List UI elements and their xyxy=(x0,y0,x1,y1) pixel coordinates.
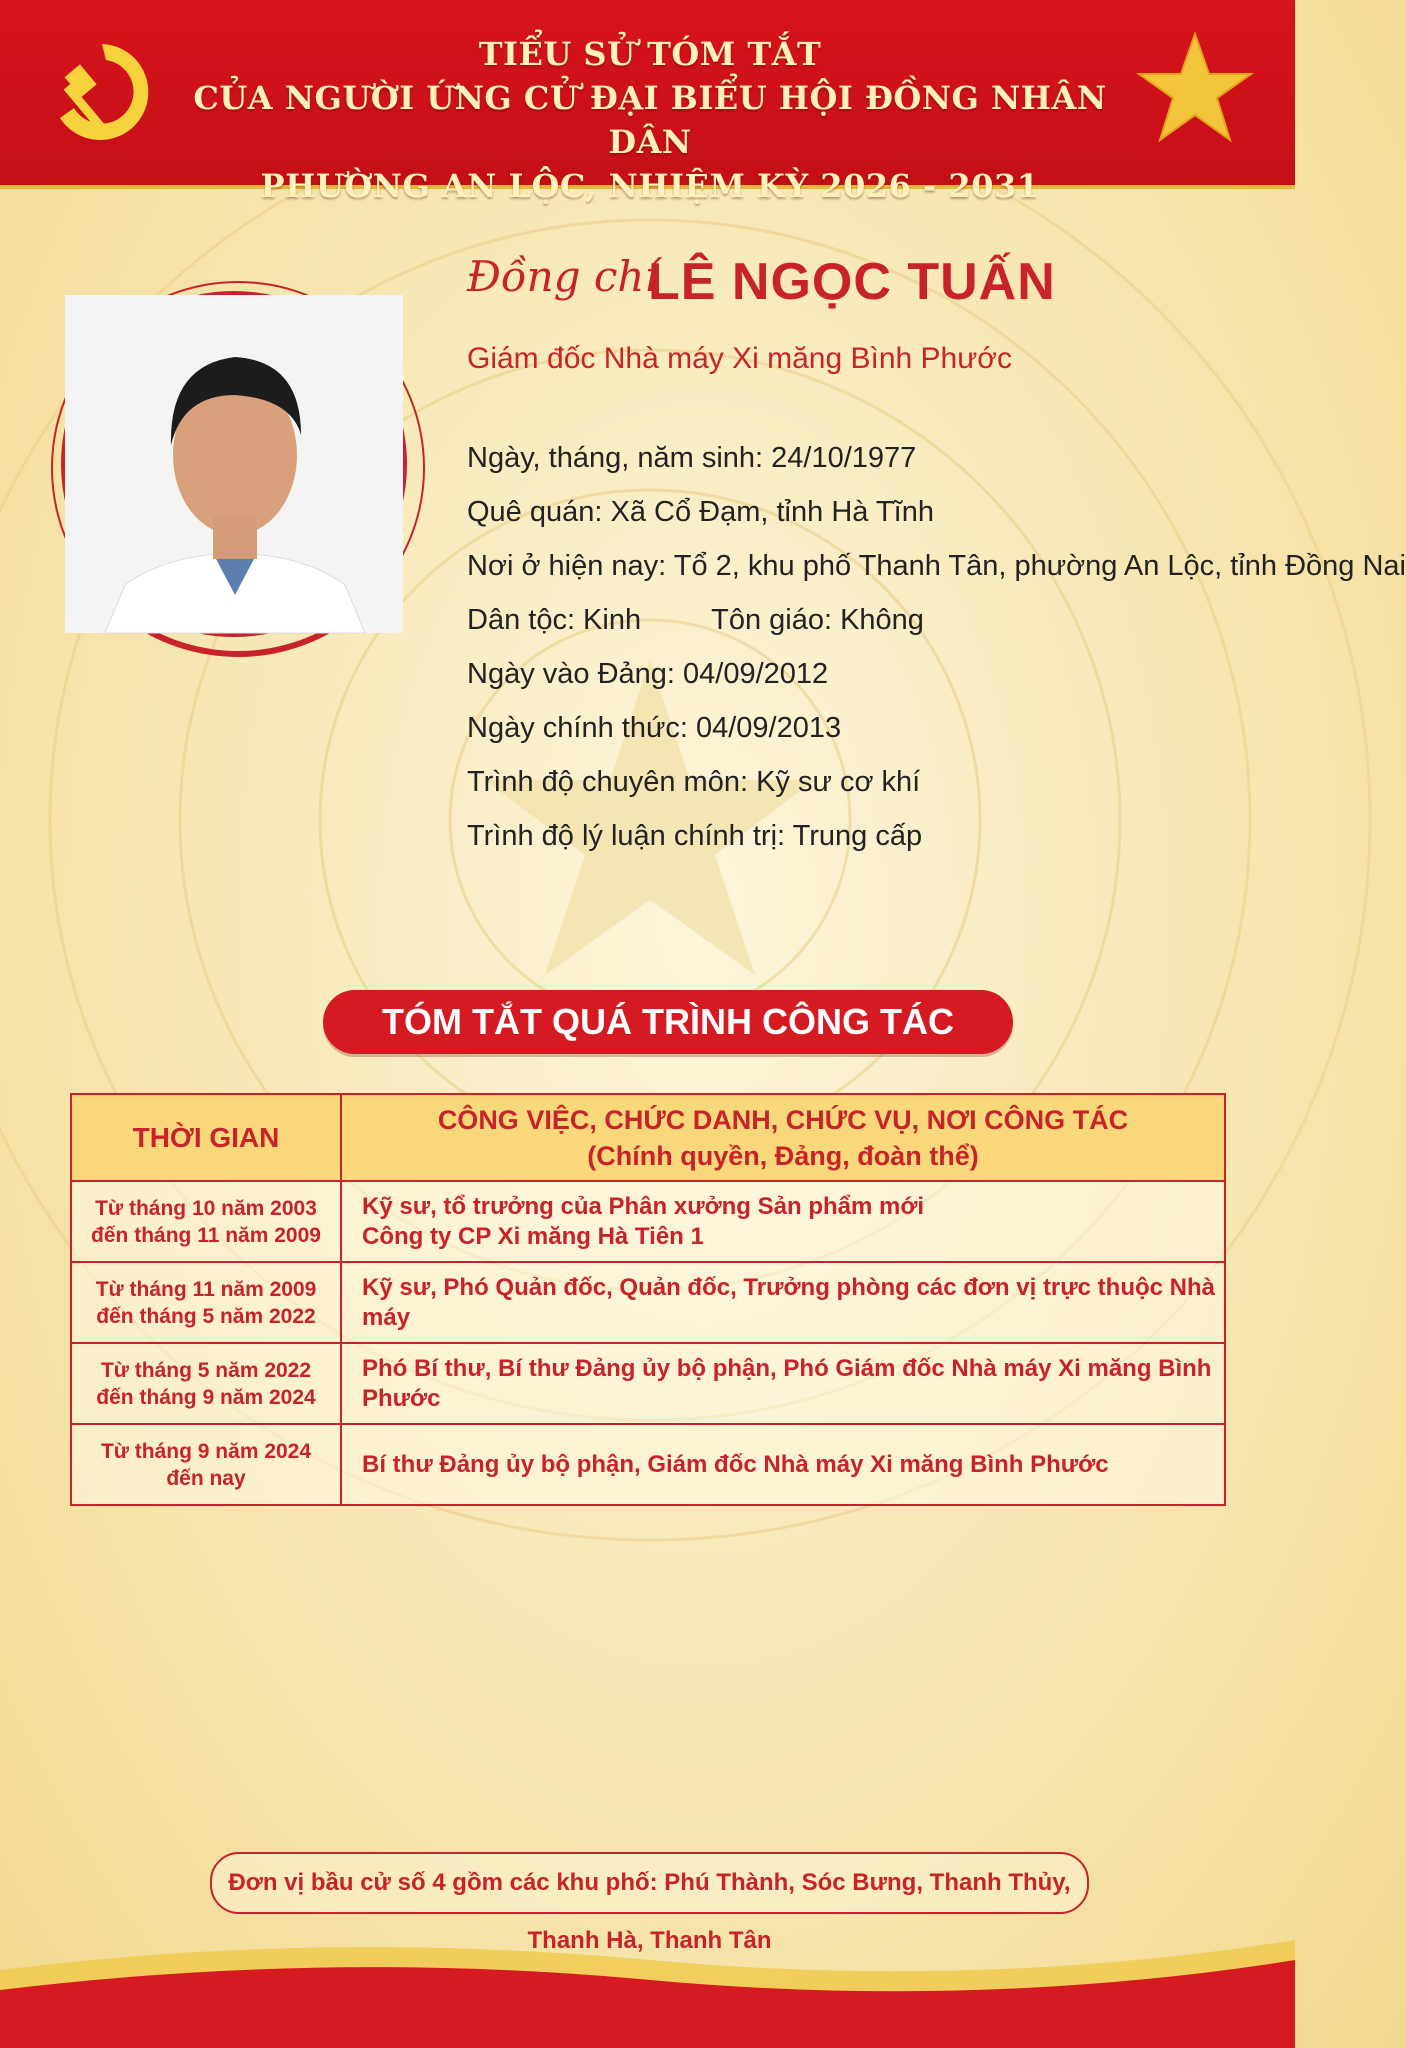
header-time: THỜI GIAN xyxy=(71,1094,341,1181)
header-banner xyxy=(0,0,1295,205)
row-time xyxy=(71,1181,341,1262)
info-ethnicity: Dân tộc: Kinh xyxy=(467,604,642,636)
header-line-1: TIỂU SỬ TÓM TẮT xyxy=(478,35,822,73)
info-religion: Tôn giáo: Không xyxy=(711,604,924,636)
row-time-from: Từ tháng 10 năm 2003 xyxy=(95,1196,317,1220)
section-title: TÓM TẮT QUÁ TRÌNH CÔNG TÁC xyxy=(323,990,1013,1054)
portrait-frame xyxy=(48,278,428,658)
header-job-line-1: CÔNG VIỆC, CHỨC DANH, CHỨC VỤ, NƠI CÔNG TÁC xyxy=(437,1104,1129,1135)
info-birth: Ngày, tháng, năm sinh: 24/10/1977 xyxy=(467,442,917,474)
row-time xyxy=(71,1262,341,1343)
footer-wave-decoration xyxy=(0,1930,1295,2048)
row-time-from: Từ tháng 9 năm 2024 xyxy=(100,1439,312,1463)
table-row xyxy=(71,1262,1225,1343)
header-line-3: PHƯỜNG AN LỘC, NHIỆM KỲ 2026 - 2031 xyxy=(260,167,1040,205)
row-time-from: Từ tháng 11 năm 2009 xyxy=(95,1277,317,1301)
header-title xyxy=(150,32,1150,208)
electoral-unit-note: Đơn vị bầu cử số 4 gồm các khu phố: Phú Thành, Sóc Bưng, Thanh Thủy, Thanh Hà, Thanh Tân xyxy=(210,1852,1089,1914)
header-line-2: CỦA NGƯỜI ỨNG CỬ ĐẠI BIỂU HỘI ĐỒNG NHÂN DÂN xyxy=(193,79,1107,161)
honorific: Đồng chí xyxy=(467,252,658,301)
work-history-table xyxy=(70,1093,1226,1506)
row-time xyxy=(71,1424,341,1505)
row-job-line-1: Bí thư Đảng ủy bộ phận, Giám đốc Nhà máy Xi măng Bình Phước xyxy=(362,1450,1109,1478)
row-time-to: đến tháng 9 năm 2024 xyxy=(96,1385,316,1409)
info-party-join: Ngày vào Đảng: 04/09/2012 xyxy=(467,658,829,690)
portrait-photo xyxy=(61,291,407,637)
row-job xyxy=(341,1424,1225,1505)
table-row xyxy=(71,1424,1225,1505)
row-time-from: Từ tháng 5 năm 2022 xyxy=(100,1358,312,1382)
info-expertise: Trình độ chuyên môn: Kỹ sư cơ khí xyxy=(467,766,921,798)
row-time-to: đến tháng 5 năm 2022 xyxy=(96,1304,316,1328)
info-political-theory: Trình độ lý luận chính trị: Trung cấp xyxy=(467,820,923,852)
row-time-to: đến tháng 11 năm 2009 xyxy=(91,1223,321,1247)
row-job-line-1: Phó Bí thư, Bí thư Đảng ủy bộ phận, Phó Giám đốc Nhà máy Xi măng Bình Phước xyxy=(362,1354,1212,1412)
info-residence: Nơi ở hiện nay: Tổ 2, khu phố Thanh Tân, phường An Lộc, tỉnh Đồng Nai xyxy=(467,550,1406,582)
info-ethnicity-religion xyxy=(467,600,1406,654)
person-silhouette xyxy=(65,295,403,633)
table-row xyxy=(71,1181,1225,1262)
row-job-line-2: Công ty CP Xi măng Hà Tiên 1 xyxy=(362,1222,704,1250)
row-job-line-1: Kỹ sư, Phó Quản đốc, Quản đốc, Trưởng phòng các đơn vị trực thuộc Nhà máy xyxy=(362,1273,1215,1331)
personal-info xyxy=(467,438,1406,870)
gold-star-icon xyxy=(1135,28,1255,148)
row-time xyxy=(71,1343,341,1424)
table-row xyxy=(71,1343,1225,1424)
header-job-line-2: (Chính quyền, Đảng, đoàn thể) xyxy=(587,1140,979,1171)
header-job xyxy=(341,1094,1225,1181)
row-job xyxy=(341,1343,1225,1424)
candidate-position: Giám đốc Nhà máy Xi măng Bình Phước xyxy=(467,342,1012,375)
row-job xyxy=(341,1262,1225,1343)
table-header-row xyxy=(71,1094,1225,1181)
info-party-official: Ngày chính thức: 04/09/2013 xyxy=(467,712,842,744)
candidate-name: LÊ NGỌC TUẤN xyxy=(648,253,1056,311)
info-hometown: Quê quán: Xã Cổ Đạm, tỉnh Hà Tĩnh xyxy=(467,496,934,528)
row-job xyxy=(341,1181,1225,1262)
row-job-line-1: Kỹ sư, tổ trưởng của Phân xưởng Sản phẩm mới xyxy=(362,1192,925,1220)
row-time-to: đến nay xyxy=(166,1466,246,1490)
